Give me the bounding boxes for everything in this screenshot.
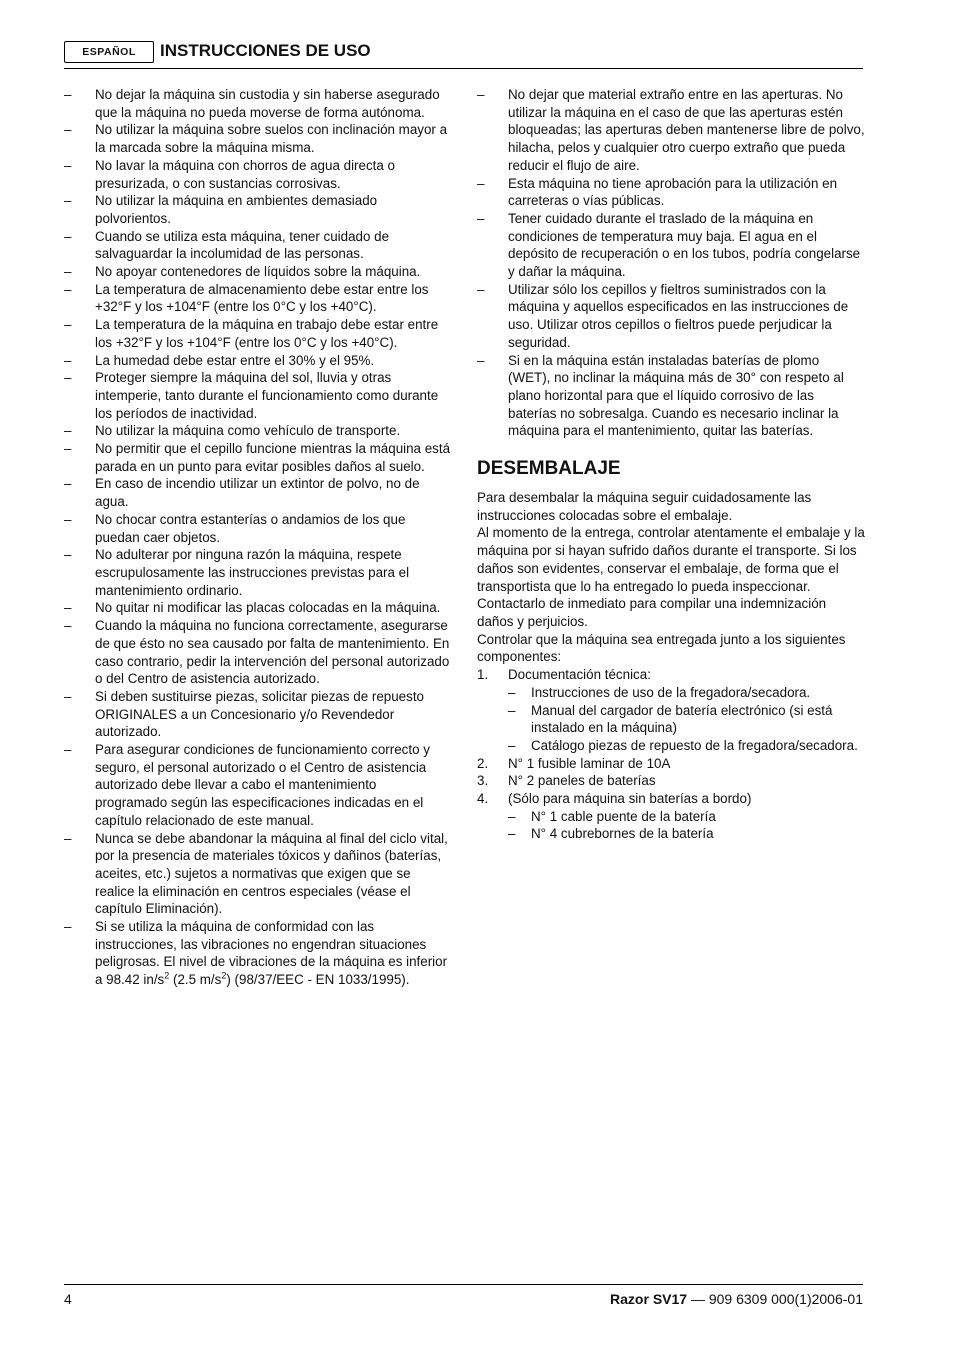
safety-list-right: [477, 86, 865, 440]
item-number: 3.: [477, 773, 489, 789]
list-item: – No utilizar la máquina como vehículo de transporte.: [64, 422, 452, 440]
list-item: – Nunca se debe abandonar la máquina al final del ciclo vital, por la presencia de materiales tóxicos y dañinos (baterías, aceites, etc.) sujetos a normativas que exigen que se realice la eliminación en centros especiales (véase el capítulo Eliminación).: [64, 830, 452, 919]
list-item: – N° 4 cubrebornes de la batería: [508, 825, 865, 843]
list-item: [477, 790, 865, 843]
item-text: N° 2 paneles de baterías: [508, 773, 656, 789]
superscript: 2: [164, 970, 170, 981]
item-text: Documentación técnica:: [508, 667, 651, 683]
sub-list: [508, 684, 865, 755]
document-reference: [610, 1291, 863, 1307]
list-item: – No adulterar por ninguna razón la máquina, respete escrupulosamente las instrucciones previstas para el mantenimiento ordinario.: [64, 546, 452, 599]
list-item: – No lavar la máquina con chorros de agua directa o presurizada, o con sustancias corrosivas.: [64, 157, 452, 192]
list-item: – No chocar contra estanterías o andamios de los que puedan caer objetos.: [64, 511, 452, 546]
paragraph: Al momento de la entrega, controlar atentamente el embalaje y la máquina por si hayan sufrido daños durante el transporte. Si los daños son evidentes, conservar el embalaje, de forma que el transportista que lo ha entregado lo pueda inspeccionar. Contactarlo de inmediato para compilar una indemnización daños y perjuicios.: [477, 525, 865, 629]
item-number: 4.: [477, 791, 489, 807]
list-item: – Para asegurar condiciones de funcionamiento correcto y seguro, el personal autorizado o el Centro de asistencia autorizado debe llevar a cabo el mantenimiento programado según las especificaciones indicadas en el capítulo relacionado de este manual.: [64, 741, 452, 830]
list-item: – N° 1 cable puente de la batería: [508, 808, 865, 826]
list-item: – No apoyar contenedores de líquidos sobre la máquina.: [64, 263, 452, 281]
list-item: – Si en la máquina están instaladas baterías de plomo (WET), no inclinar la máquina más de 30° con respeto al plano horizontal para que el líquido corrosivo de las baterías no sobresalga. Cuando es necesario inclinar la máquina para el mantenimiento, quitar las baterías.: [477, 352, 865, 441]
document-title: INSTRUCCIONES DE USO: [160, 41, 371, 60]
item-text: N° 1 fusible laminar de 10A: [508, 755, 671, 771]
language-badge: ESPAÑOL: [64, 41, 154, 63]
vibration-list-item: [64, 918, 452, 989]
list-item: – No dejar la máquina sin custodia y sin haberse asegurado que la máquina no pueda moverse de forma autónoma.: [64, 86, 452, 121]
vibration-text-start: Si se utiliza la máquina de conformidad con las instrucciones, las vibraciones no engendran situaciones peligrosas. El nivel de vibraciones de la máquina es inferior a 98.42 in/s: [95, 919, 448, 988]
list-item: – Catálogo piezas de repuesto de la fregadora/secadora.: [508, 737, 865, 755]
safety-list-left: [64, 86, 452, 989]
page-footer: [64, 1284, 863, 1307]
item-text: (Sólo para máquina sin baterías a bordo): [508, 791, 752, 807]
list-item: – La temperatura de la máquina en trabajo debe estar entre los +32°F y los +104°F (entre los 0°C y los +40°C).: [64, 316, 452, 351]
model-name: Razor SV17: [610, 1291, 688, 1307]
paragraph: Controlar que la máquina sea entregada junto a los siguientes componentes:: [477, 631, 846, 665]
list-item: [477, 755, 865, 773]
list-item: [477, 666, 865, 755]
list-item: – No permitir que el cepillo funcione mientras la máquina está parada en un punto para evitar posibles daños al suelo.: [64, 440, 452, 475]
list-item: – No quitar ni modificar las placas colocadas en la máquina.: [64, 599, 452, 617]
list-item: – La humedad debe estar entre el 30% y el 95%.: [64, 352, 452, 370]
list-item: – En caso de incendio utilizar un extintor de polvo, no de agua.: [64, 475, 452, 510]
superscript: 2: [221, 970, 227, 981]
list-item: – No dejar que material extraño entre en las aperturas. No utilizar la máquina en el caso de que las aperturas estén bloqueadas; las aperturas deben mantenerse libre de polvo, hilacha, pelos y cualquier otro cuerpo extraño que pueda reducir el flujo de aire.: [477, 86, 865, 175]
vibration-text-end: ) (98/37/EEC - EN 1033/1995).: [226, 972, 410, 988]
page-header: [64, 40, 863, 69]
list-item: – Instrucciones de uso de la fregadora/secadora.: [508, 684, 865, 702]
item-number: 1.: [477, 667, 489, 683]
page-number: 4: [64, 1291, 72, 1307]
section-title-desembalaje: DESEMBALAJE: [477, 458, 621, 480]
list-item: – Cuando la máquina no funciona correctamente, asegurarse de que ésto no sea causado por falta de mantenimiento. En caso contrario, pedir la intervención del personal autorizado o del Centro de asistencia autorizado.: [64, 617, 452, 688]
list-item: – Esta máquina no tiene aprobación para la utilización en carreteras o vías públicas.: [477, 175, 865, 210]
list-item: – No utilizar la máquina en ambientes demasiado polvorientos.: [64, 192, 452, 227]
list-item: – Cuando se utiliza esta máquina, tener cuidado de salvaguardar la incolumidad de las personas.: [64, 228, 452, 263]
right-column: [477, 86, 865, 843]
vibration-text-middle: (2.5 m/s: [169, 972, 222, 988]
list-item: – Manual del cargador de batería electrónico (si está instalado en la máquina): [508, 702, 865, 737]
components-list: [477, 666, 865, 843]
list-item: – Si deben sustituirse piezas, solicitar piezas de repuesto ORIGINALES a un Concesionario y/o Revendedor autorizado.: [64, 688, 452, 741]
reference-code: — 909 6309 000(1)2006-01: [687, 1291, 863, 1307]
list-item: – Tener cuidado durante el traslado de la máquina en condiciones de temperatura muy baja. El agua en el depósito de recuperación o en los tubos, podría congelarse y dañar la máquina.: [477, 210, 865, 281]
sub-list: [508, 808, 865, 843]
list-item: – No utilizar la máquina sobre suelos con inclinación mayor a la marcada sobre la máquina misma.: [64, 121, 452, 156]
list-item: – Proteger siempre la máquina del sol, lluvia y otras intemperie, tanto durante el funcionamiento como durante los períodos de inactividad.: [64, 369, 452, 422]
item-number: 2.: [477, 755, 489, 771]
left-column: [64, 86, 452, 989]
list-item: – Utilizar sólo los cepillos y fieltros suministrados con la máquina y aquellos especificados en las instrucciones de uso. Utilizar otros cepillos o fieltros puede perjudicar la seguridad.: [477, 281, 865, 352]
list-item: [477, 772, 865, 790]
paragraph: Para desembalar la máquina seguir cuidadosamente las instrucciones colocadas sobre el embalaje.: [477, 490, 812, 523]
list-item: – La temperatura de almacenamiento debe estar entre los +32°F y los +104°F (entre los 0°C y los +40°C).: [64, 281, 452, 316]
